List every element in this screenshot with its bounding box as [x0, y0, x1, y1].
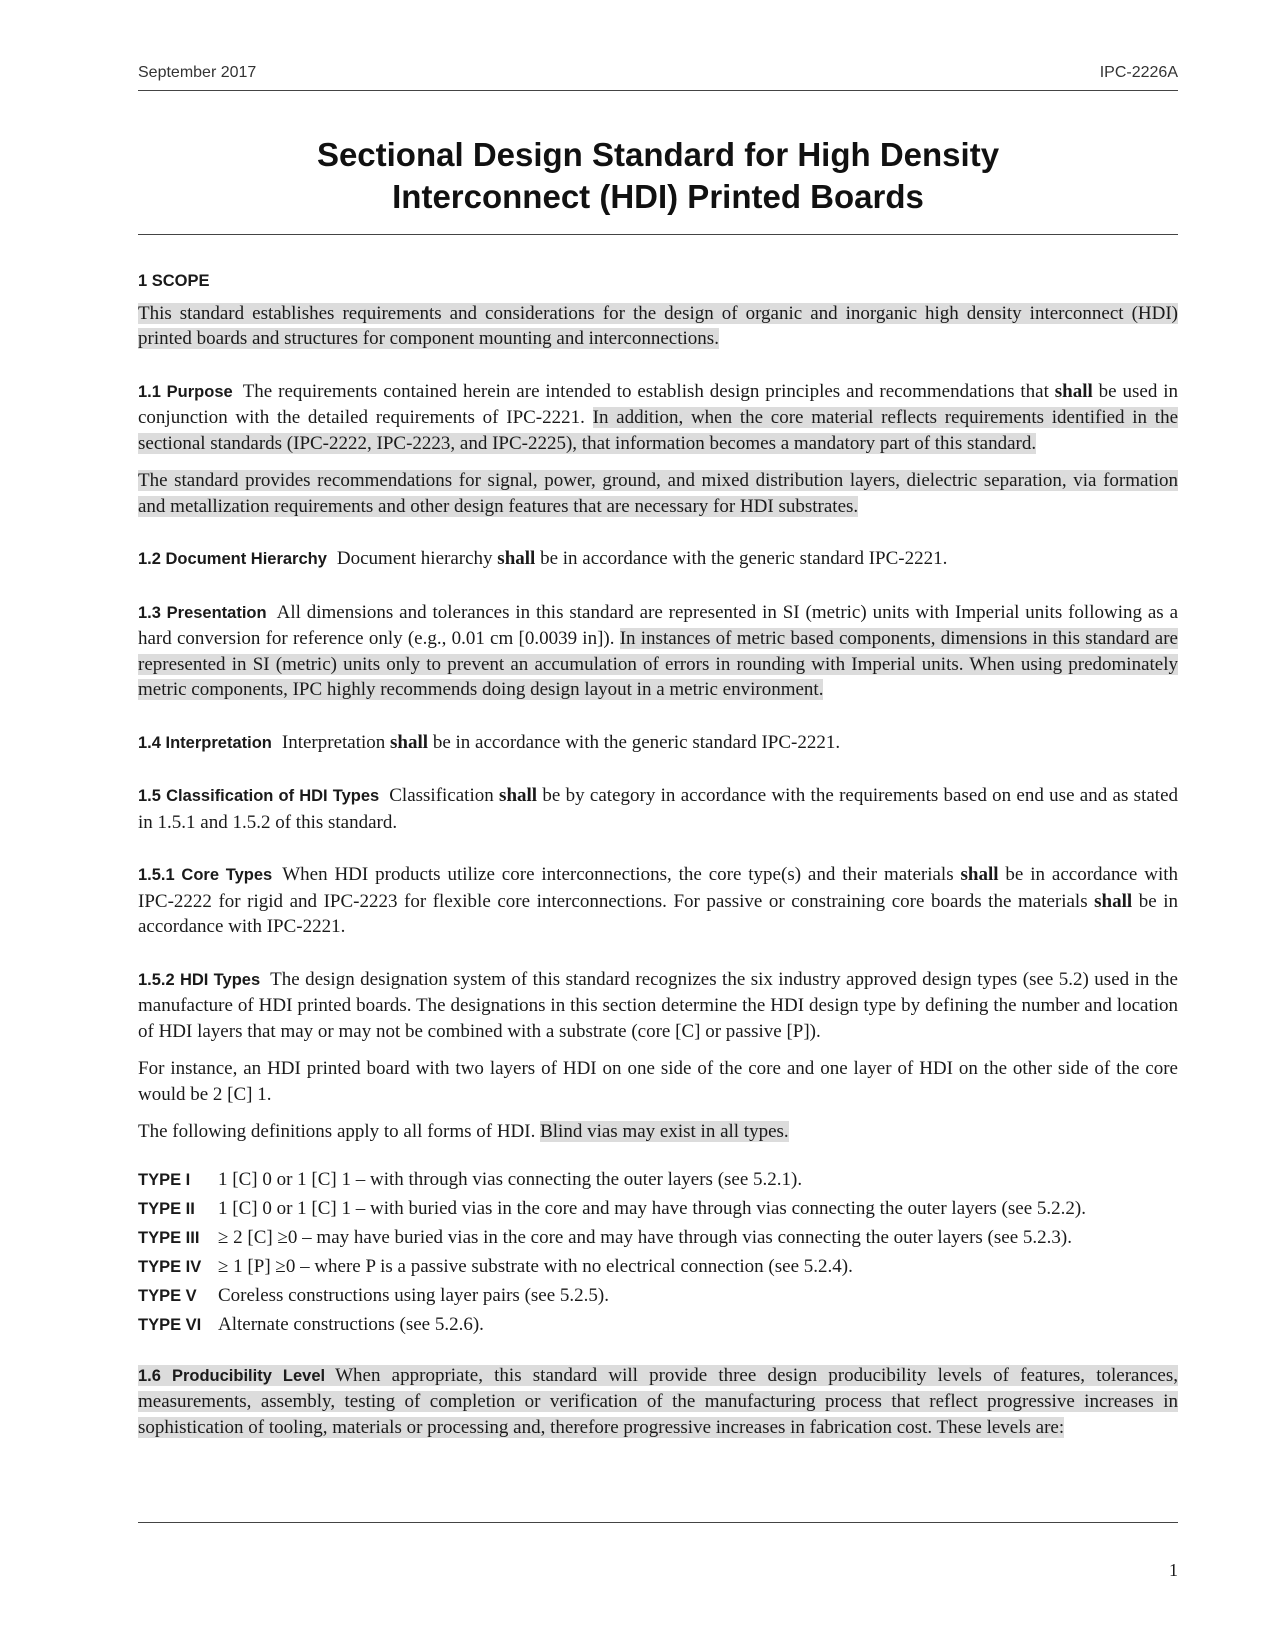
- section-heading: 1.5.2 HDI Types: [138, 970, 261, 989]
- section-1-5-2-hdi-types: 1.5.2 HDI Types The design designation system of this standard recognizes the six industry approved design types (see 5.2) used in the manufacture of HDI printed boards. The designations in this section determine the HDI design type by defining the number and location of HDI layers that may or may not be combined with a substrate (core [C] or passive [P]).: [138, 968, 1178, 1042]
- title-line-1: Sectional Design Standard for High Density: [316, 136, 1000, 173]
- type-row: TYPE II 1 [C] 0 or 1 [C] 1 – with buried vias in the core and may have through vias connecting the outer layers (see 5.2.2).: [138, 1197, 1086, 1219]
- title-line-2: Interconnect (HDI) Printed Boards: [392, 178, 924, 215]
- scope-text: This standard establishes requirements and considerations for the design of organic and inorganic high density interconnect (HDI) printed boards and structures for component mounting and interconnections.: [138, 302, 1178, 349]
- type-row: TYPE IV ≥ 1 [P] ≥0 – where P is a passive substrate with no electrical connection (see 5.2.4).: [138, 1255, 853, 1277]
- page-number: 1: [1169, 1560, 1178, 1580]
- section-1-6-producibility-level: 1.6 Producibility Level When appropriate, this standard will provide three design producibility levels of features, tolerances, measurements, assembly, testing of completion or verification of the manufacturing process that reflect progressive increases in sophistication of tooling, materials or processing and, therefore progressive increases in fabrication cost. These levels are:: [138, 1364, 1178, 1438]
- section-1-5-classification: 1.5 Classification of HDI Types Classification shall be by category in accordance with the requirements based on end use and as stated in 1.5.1 and 1.5.2 of this standard.: [138, 785, 1179, 833]
- section-1-4-interpretation: 1.4 Interpretation Interpretation shall be in accordance with the generic standard IPC-2221.: [138, 731, 841, 753]
- header-doc-id: IPC-2226A: [1099, 64, 1178, 81]
- section-heading: 1.4 Interpretation: [138, 733, 272, 752]
- section-1-2-document-hierarchy: 1.2 Document Hierarchy Document hierarchy shall be in accordance with the generic standard IPC-2221.: [138, 548, 948, 569]
- section-1-3-presentation: 1.3 Presentation All dimensions and tolerances in this standard are represented in SI (metric) units with Imperial units following as a hard conversion for reference only (e.g., 0.01 cm [0.0039 in]). In instances of metric based components, dimensions in this standard are represented in SI (metric) units only to prevent an accumulation of errors in rounding with Imperial units. When using predominately metric components, IPC highly recommends doing design layout in a metric environment.: [138, 601, 1179, 700]
- title-rule: [138, 234, 1178, 235]
- section-1-1-purpose: 1.1 Purpose The requirements contained herein are intended to establish design principles and recommendations that shall be used in conjunction with the detailed requirements of IPC-2221. In addition, when the core material reflects requirements identified in the sectional standards (IPC-2222, IPC-2223, and IPC-2225), that information becomes a mandatory part of this standard.: [138, 380, 1178, 454]
- type-row: TYPE V Coreless constructions using layer pairs (see 5.2.5).: [138, 1284, 609, 1306]
- scope-heading: 1 SCOPE: [138, 272, 210, 290]
- footer-rule: [138, 1522, 1178, 1523]
- type-row: TYPE VI Alternate constructions (see 5.2.6).: [138, 1313, 484, 1335]
- type-row: TYPE III ≥ 2 [C] ≥0 – may have buried vias in the core and may have through vias connecting the outer layers (see 5.2.3).: [138, 1226, 1072, 1248]
- document-page: [138, 0, 1178, 1650]
- section-heading: 1.3 Presentation: [138, 603, 267, 622]
- header-date: September 2017: [138, 64, 257, 81]
- section-1-5-2-paragraph-2: For instance, an HDI printed board with two layers of HDI on one side of the core and one layer of HDI on the other side of the core would be 2 [C] 1.: [138, 1058, 1178, 1105]
- scope-paragraph: [138, 301, 1178, 352]
- document-body: [138, 268, 1178, 1440]
- section-heading: 1.6 Producibility Level: [138, 1366, 326, 1385]
- type-row: TYPE I 1 [C] 0 or 1 [C] 1 – with through vias connecting the outer layers (see 5.2.1).: [138, 1168, 803, 1190]
- section-1-5-2-paragraph-3: The following definitions apply to all forms of HDI. Blind vias may exist in all types.: [138, 1121, 789, 1142]
- section-1-1-paragraph-2: The standard provides recommendations for signal, power, ground, and mixed distribution layers, dielectric separation, via formation and metallization requirements and other design features that are necessary for HDI substrates.: [138, 470, 1178, 517]
- section-heading: 1.5 Classification of HDI Types: [138, 787, 380, 805]
- section-heading: 1.5.1 Core Types: [138, 866, 273, 884]
- hdi-type-list: [138, 1167, 1178, 1341]
- section-heading: 1.1 Purpose: [138, 382, 233, 401]
- document-title: [138, 134, 1178, 218]
- header-rule: [138, 90, 1178, 91]
- section-1-5-1-core-types: 1.5.1 Core Types When HDI products utilize core interconnections, the core type(s) and their materials shall be in accordance with IPC-2222 for rigid and IPC-2223 for flexible core interconnections. For passive or constraining core boards the materials shall be in accordance with IPC-2221.: [138, 864, 1179, 937]
- section-heading: 1.2 Document Hierarchy: [138, 550, 327, 568]
